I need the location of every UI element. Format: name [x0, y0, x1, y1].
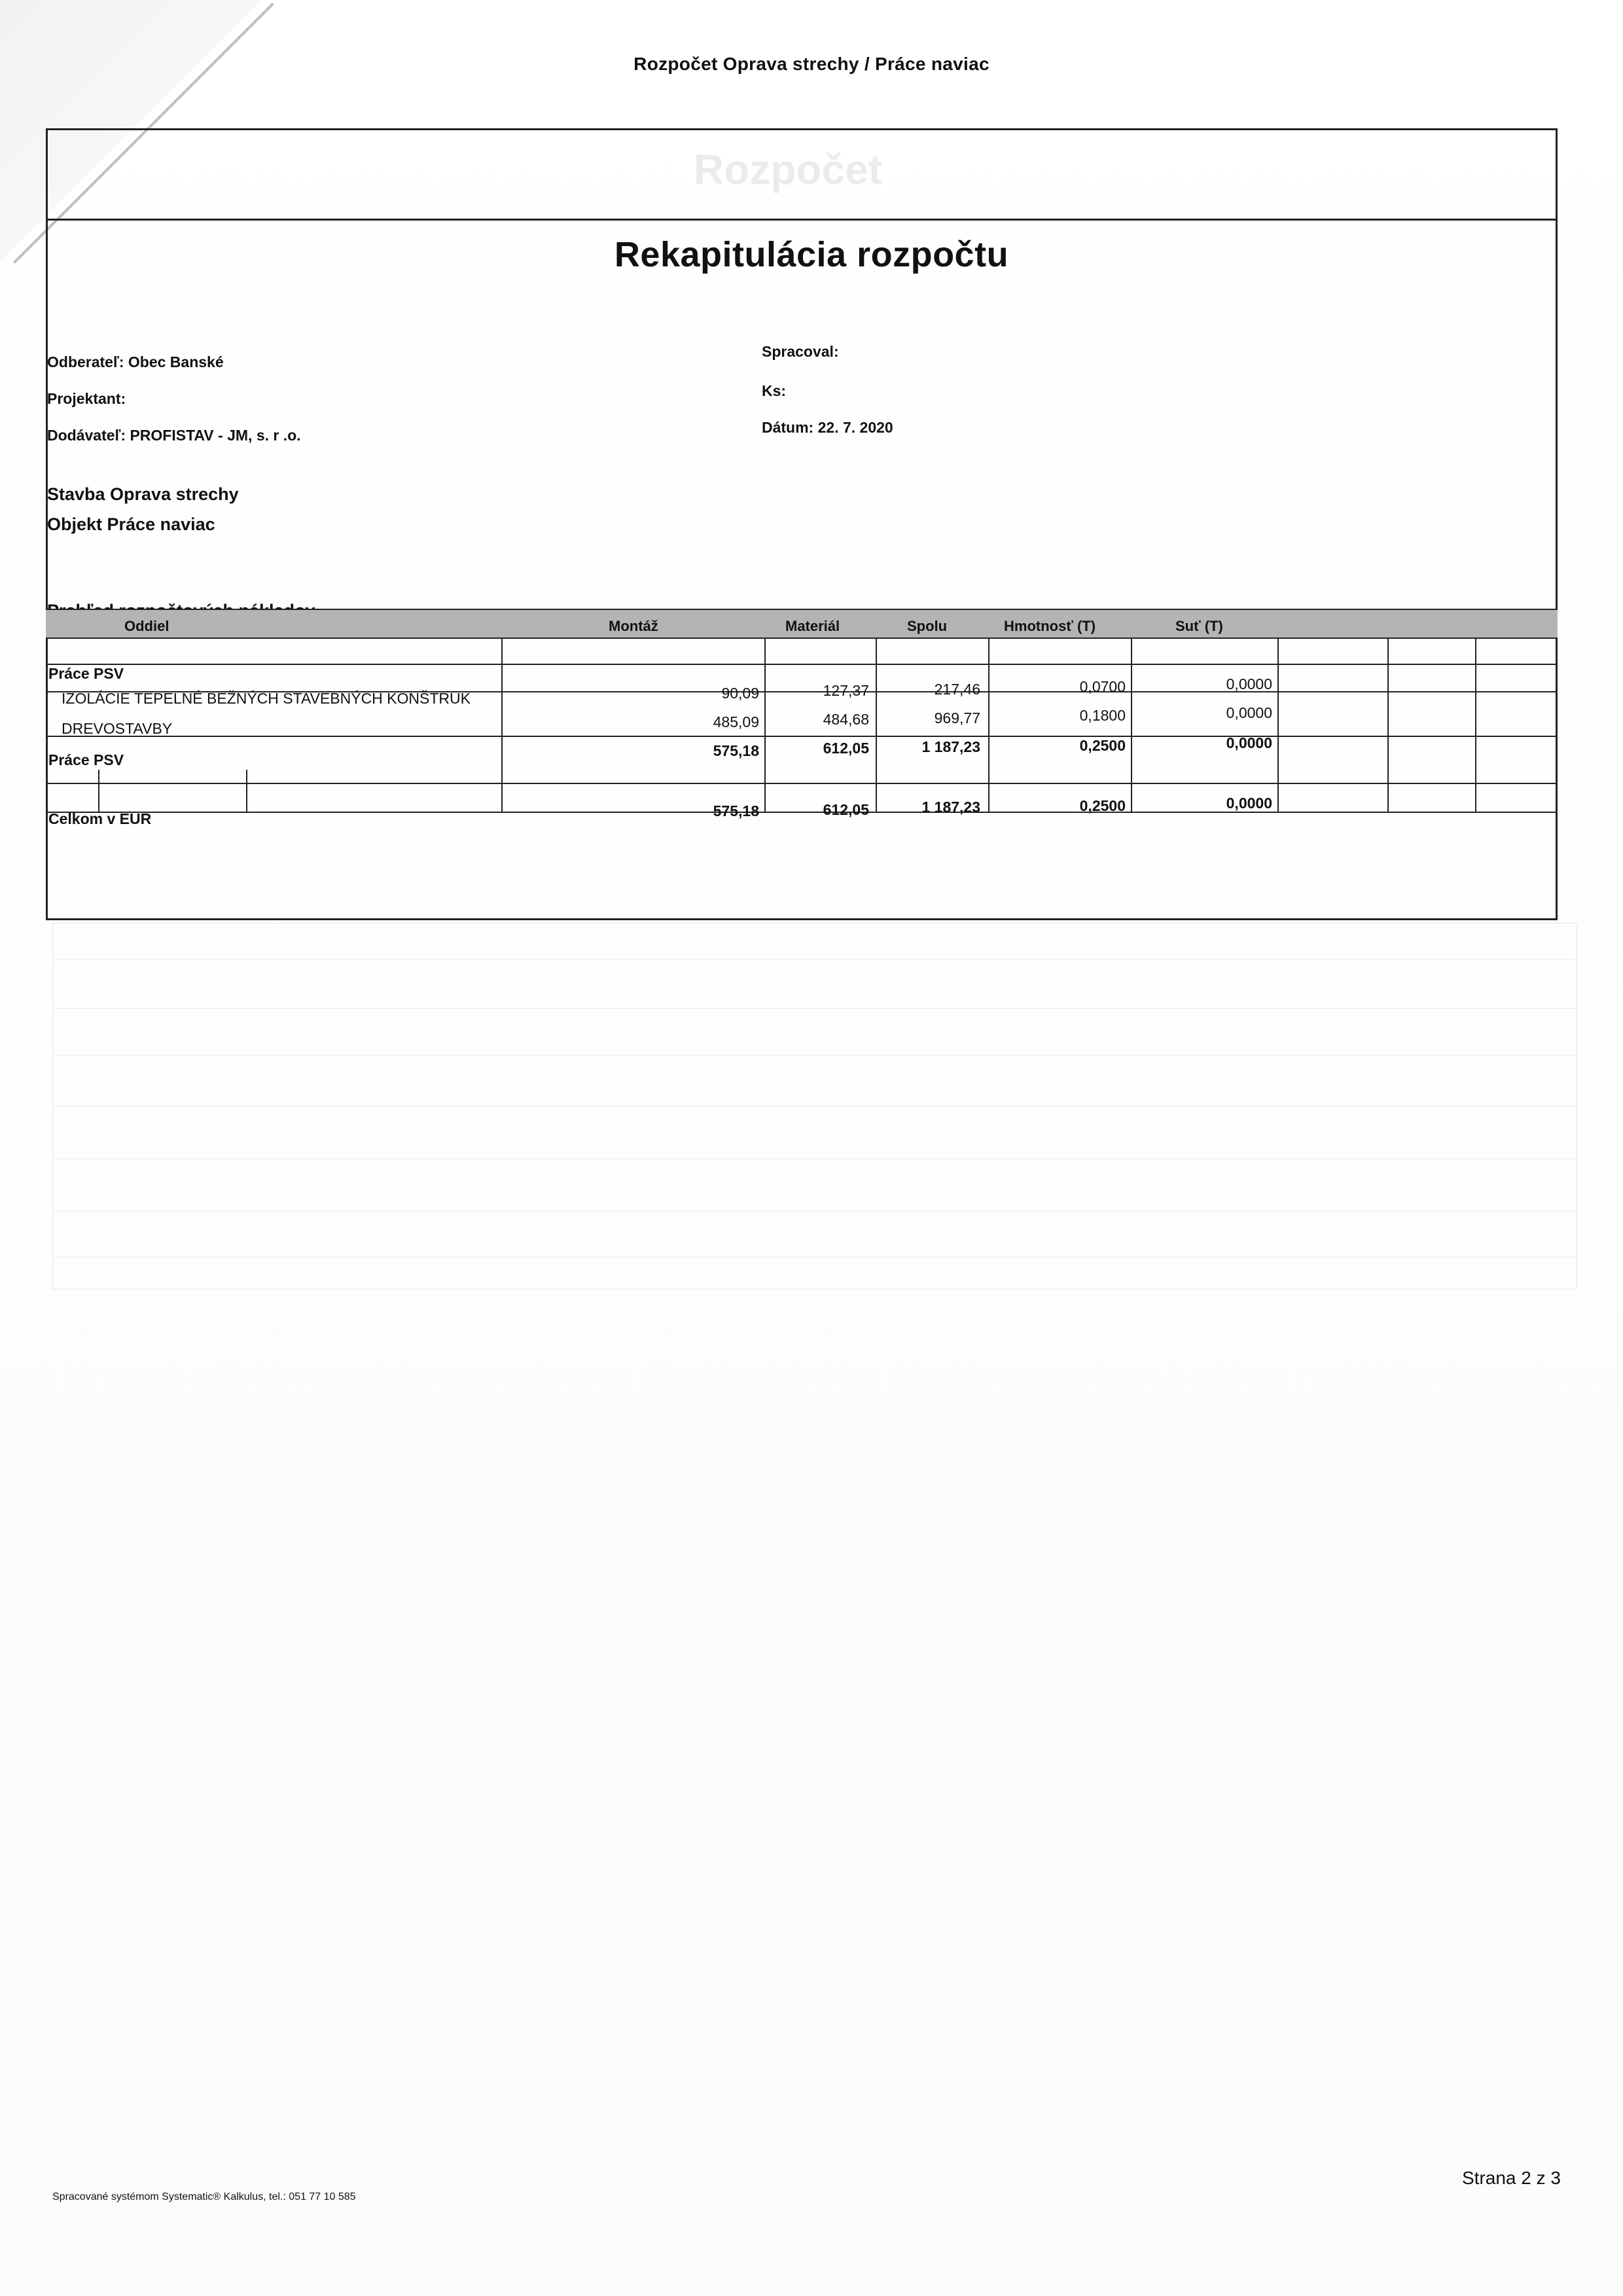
ghost-title: Rozpočet — [694, 146, 882, 193]
col-header-oddiel: Oddiel — [124, 618, 169, 634]
column-divider — [1277, 639, 1279, 812]
row-sut: 0,0000 — [1226, 704, 1272, 721]
processed-by-label: Spracoval: — [762, 343, 839, 360]
row-name: IZOLÁCIE TEPELNÉ BEŽNÝCH STAVEBNÝCH KONŠTRUK — [62, 690, 471, 707]
column-divider — [98, 770, 99, 812]
column-divider — [1131, 639, 1132, 812]
designer-label: Projektant: — [47, 390, 126, 407]
footer-system-note: Spracované systémom Systematic® Kalkulus, tel.: 051 77 10 585 — [52, 2191, 356, 2202]
subtotal-spolu: 1 187,23 — [921, 738, 980, 755]
row-material: 127,37 — [823, 682, 869, 699]
row-hmotnost: 0,1800 — [1079, 707, 1126, 724]
column-divider — [1475, 639, 1476, 812]
frame-divider — [46, 219, 1558, 221]
subtotal-label: Práce PSV — [48, 751, 124, 768]
contractor-label: Dodávateľ: PROFISTAV - JM, s. r .o. — [47, 427, 301, 444]
row-spolu: 969,77 — [934, 709, 980, 726]
subtotal-sut: 0,0000 — [1226, 734, 1272, 751]
column-divider — [246, 770, 247, 812]
col-header-hmotnost: Hmotnosť (T) — [1004, 618, 1096, 634]
customer-label: Odberateľ: Obec Banské — [47, 353, 224, 370]
total-label: Celkom v EUR — [48, 810, 152, 827]
total-sut: 0,0000 — [1226, 795, 1272, 812]
page-title: Rekapitulácia rozpočtu — [614, 235, 1009, 274]
subtotal-montaz: 575,18 — [713, 742, 759, 759]
group-label: Práce PSV — [48, 665, 124, 682]
show-through-line — [52, 1158, 1577, 1159]
row-spolu: 217,46 — [934, 681, 980, 698]
show-through-line — [52, 1106, 1577, 1107]
total-hmotnost: 0,2500 — [1079, 797, 1126, 814]
total-montaz: 575,18 — [713, 802, 759, 819]
column-divider — [1387, 639, 1389, 812]
row-sut: 0,0000 — [1226, 675, 1272, 692]
subtotal-hmotnost: 0,2500 — [1079, 737, 1126, 754]
document-header-title: Rozpočet Oprava strechy / Práce naviac — [633, 54, 990, 74]
subtotal-material: 612,05 — [823, 740, 869, 757]
row-name: DREVOSTAVBY — [62, 720, 173, 737]
date-label: Dátum: 22. 7. 2020 — [762, 419, 893, 436]
row-hmotnost: 0,0700 — [1079, 678, 1126, 695]
row-material: 484,68 — [823, 711, 869, 728]
column-divider — [988, 639, 990, 812]
total-material: 612,05 — [823, 801, 869, 818]
object-label: Objekt Práce naviac — [47, 514, 215, 534]
row-montaz: 90,09 — [721, 685, 759, 702]
total-spolu: 1 187,23 — [921, 798, 980, 816]
col-header-montaz: Montáž — [609, 618, 658, 634]
row-montaz: 485,09 — [713, 713, 759, 730]
construction-label: Stavba Oprava strechy — [47, 484, 239, 504]
show-through-line — [52, 1055, 1577, 1056]
row-divider — [46, 736, 1558, 737]
ks-label: Ks: — [762, 382, 787, 399]
row-divider — [46, 664, 1558, 665]
row-divider — [46, 783, 1558, 784]
col-header-material: Materiál — [785, 618, 840, 634]
page-number: Strana 2 z 3 — [1462, 2168, 1561, 2188]
column-divider — [501, 639, 503, 812]
show-through-line — [52, 1008, 1577, 1009]
col-header-spolu: Spolu — [907, 618, 948, 634]
col-header-sut: Suť (T) — [1175, 618, 1223, 634]
